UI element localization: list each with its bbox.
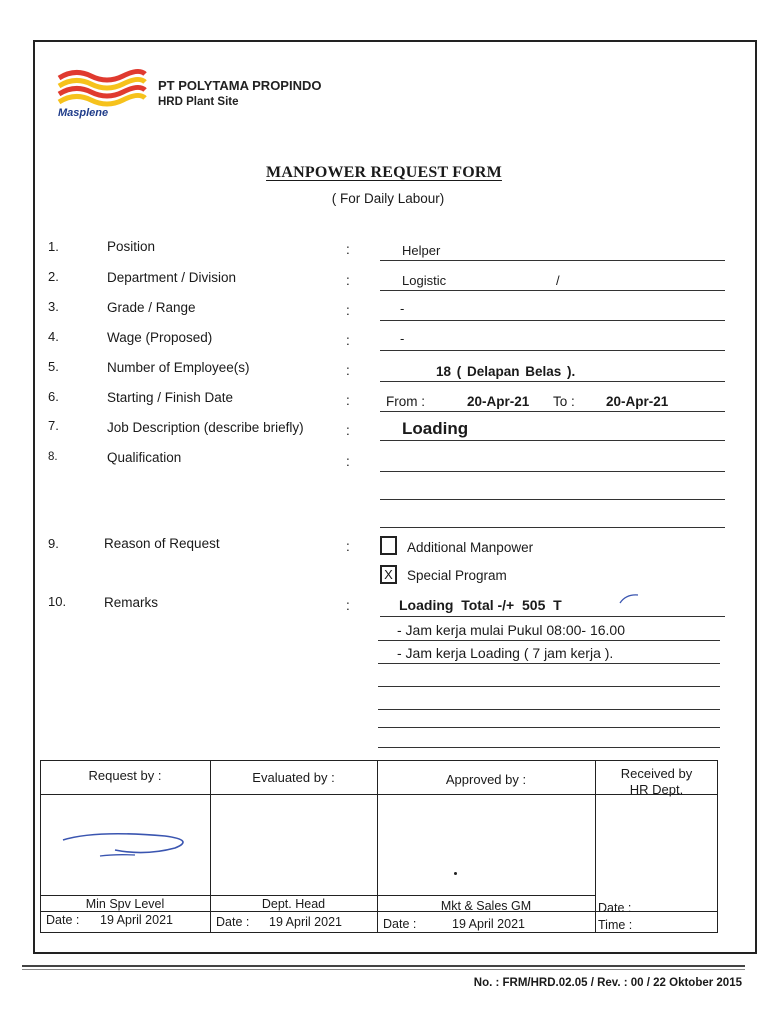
- dates-label: Starting / Finish Date: [107, 390, 234, 405]
- colon: :: [346, 333, 350, 348]
- position-value: Helper: [402, 243, 441, 258]
- item-number: 3.: [48, 299, 59, 314]
- field-underline: [380, 350, 725, 351]
- field-underline: [378, 709, 720, 710]
- pen-stroke-icon: [618, 592, 640, 606]
- department-value: Logistic: [402, 273, 447, 288]
- colon: :: [346, 393, 350, 408]
- employees-value: 18 ( Delapan Belas ).: [436, 364, 576, 379]
- wage-value: -: [400, 331, 405, 346]
- item-number: 1.: [48, 239, 59, 254]
- field-underline: [378, 640, 720, 641]
- field-underline: [380, 471, 725, 472]
- item-number: 9.: [48, 536, 59, 551]
- ink-dot: [454, 872, 457, 875]
- wage-label: Wage (Proposed): [107, 330, 213, 345]
- request-by-header: Request by :: [88, 768, 162, 783]
- item-number: 2.: [48, 269, 59, 284]
- finish-date: 20-Apr-21: [606, 394, 669, 409]
- date-label: Date :: [46, 913, 80, 927]
- remarks-line: Loading Total -/+ 505 T: [399, 597, 562, 613]
- received-by-header: Received by HR Dept.: [620, 766, 693, 797]
- field-underline: [380, 411, 725, 412]
- table-divider: [40, 895, 595, 896]
- field-underline: [380, 381, 725, 382]
- department-label: Department / Division: [107, 270, 237, 285]
- field-underline: [380, 499, 725, 500]
- field-underline: [378, 686, 720, 687]
- date-label: Date :: [216, 915, 250, 929]
- hr-date-label: Date :: [598, 901, 632, 915]
- colon: :: [346, 363, 350, 378]
- start-date: 20-Apr-21: [467, 394, 530, 409]
- special-program-label: Special Program: [407, 568, 507, 583]
- field-underline: [380, 527, 725, 528]
- special-program-checkbox[interactable]: X: [380, 565, 397, 584]
- grade-label: Grade / Range: [107, 300, 196, 315]
- approved-date: 19 April 2021: [452, 917, 525, 931]
- field-underline: [378, 747, 720, 748]
- field-underline: [380, 290, 725, 291]
- signature-icon: [55, 826, 195, 866]
- field-underline: [378, 663, 720, 664]
- site-name: HRD Plant Site: [158, 96, 239, 108]
- colon: :: [346, 454, 350, 469]
- request-date: 19 April 2021: [100, 913, 173, 927]
- evaluated-date: 19 April 2021: [269, 915, 342, 929]
- date-label: Date :: [383, 917, 417, 931]
- field-underline: [380, 320, 725, 321]
- job-value: Loading: [402, 419, 469, 438]
- item-number: 5.: [48, 359, 59, 374]
- job-label: Job Description (describe briefly): [107, 420, 304, 435]
- from-label: From :: [386, 394, 425, 409]
- colon: :: [346, 273, 350, 288]
- reason-label: Reason of Request: [104, 536, 220, 551]
- item-number: 6.: [48, 389, 59, 404]
- remarks-label: Remarks: [104, 595, 159, 610]
- remarks-line: - Jam kerja mulai Pukul 08:00- 16.00: [397, 622, 625, 638]
- item-number: 8.: [48, 451, 58, 463]
- company-name: PT POLYTAMA PROPINDO: [158, 78, 322, 93]
- field-underline: [380, 616, 725, 617]
- evaluator-role: Dept. Head: [261, 897, 326, 911]
- approved-by-header: Approved by :: [445, 772, 527, 787]
- colon: :: [346, 539, 350, 554]
- colon: :: [346, 598, 350, 613]
- document-number: No. : FRM/HRD.02.05 / Rev. : 00 / 22 Oktober 2015: [473, 977, 742, 989]
- qualification-label: Qualification: [107, 450, 182, 465]
- evaluated-by-header: Evaluated by :: [252, 770, 335, 785]
- additional-manpower-checkbox[interactable]: [380, 536, 397, 555]
- position-label: Position: [107, 239, 156, 254]
- colon: :: [346, 242, 350, 257]
- hr-time-label: Time :: [598, 918, 633, 932]
- field-underline: [380, 440, 725, 441]
- item-number: 4.: [48, 329, 59, 344]
- footer-rule: [22, 969, 745, 970]
- approver-role: Mkt & Sales GM: [440, 899, 532, 913]
- additional-manpower-label: Additional Manpower: [407, 540, 534, 555]
- employees-label: Number of Employee(s): [107, 360, 250, 375]
- item-number: 10.: [48, 594, 67, 609]
- field-underline: [378, 727, 720, 728]
- form-subtitle: ( For Daily Labour): [331, 191, 445, 206]
- field-underline: [380, 260, 725, 261]
- item-number: 7.: [48, 418, 59, 433]
- request-role: Min Spv Level: [85, 897, 165, 911]
- colon: :: [346, 423, 350, 438]
- remarks-line: - Jam kerja Loading ( 7 jam kerja ).: [397, 645, 614, 661]
- form-title: MANPOWER REQUEST FORM: [266, 164, 502, 181]
- grade-value: -: [400, 301, 405, 316]
- brand-name: Masplene: [58, 107, 109, 119]
- footer-rule: [22, 965, 745, 967]
- to-label: To :: [553, 394, 575, 409]
- division-separator: /: [556, 273, 560, 288]
- colon: :: [346, 303, 350, 318]
